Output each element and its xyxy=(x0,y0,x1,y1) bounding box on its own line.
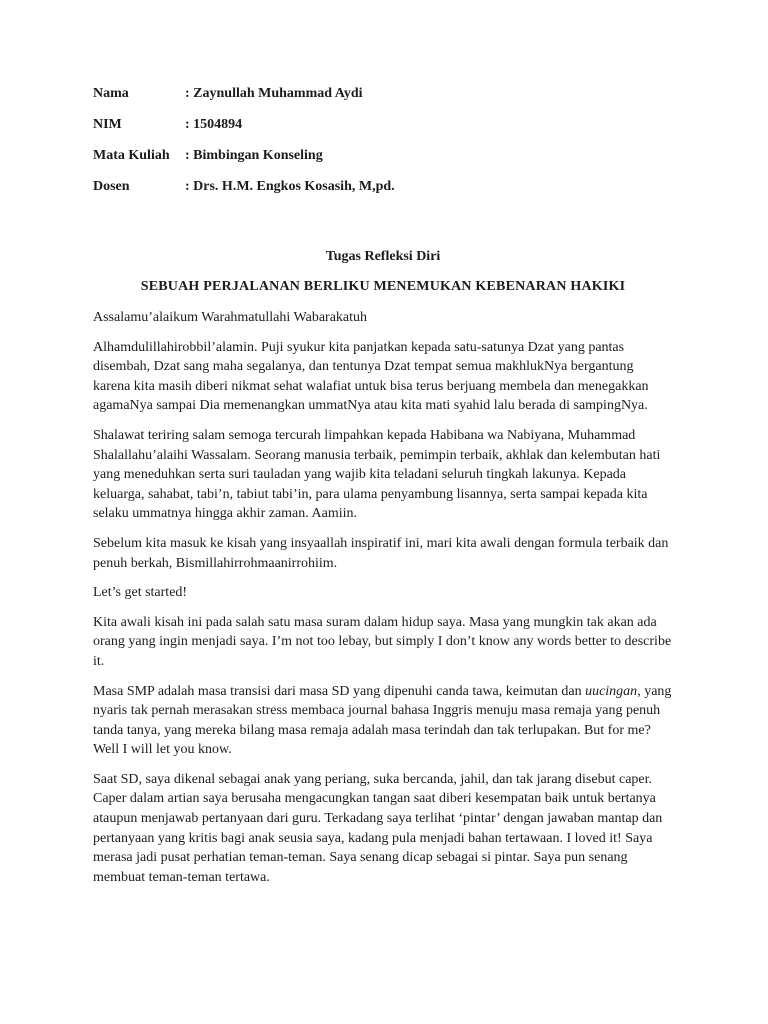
greeting-paragraph: Assalamu’alaikum Warahmatullahi Wabarakatuh xyxy=(93,310,368,325)
paragraph-6-text-b: , yang nyaris tak pernah merasakan stress membaca journal bahasa Inggris menuju masa remaja yang penuh tanda tanya, yang mereka bilang masa remaja adalah masa terindah dan tak terlupakan. But for me? Well I will let you know. xyxy=(93,683,672,758)
student-info-row xyxy=(93,117,395,148)
student-info-row xyxy=(93,148,395,179)
lecturer-value: : Drs. H.M. Engkos Kosasih, M,pd. xyxy=(185,179,395,194)
body-paragraph-2: Shalawat teriring salam semoga tercurah limpahkan kepada Habibana wa Nabiyana, Muhammad Shalallahu’alaihi Wassalam. Seorang manusia terbaik, pemimpin terbaik, akhlak dan kelembutan hati yang meneduhkan serta suri tauladan yang wajib kita teladani seluruh tingkah lakunya. Kepada keluarga, sahabat, tabi’n, tabiut tabi’in, para ulama penyambung lisannya, serta sampai kepada kita selaku ummatnya hingga akhir zaman. Aamiin. xyxy=(93,427,661,522)
document-page xyxy=(93,86,673,897)
name-value: : Zaynullah Muhammad Aydi xyxy=(185,86,363,101)
italic-word: uucingan xyxy=(585,683,638,699)
nim-value: : 1504894 xyxy=(185,117,243,132)
body-paragraph-1: Alhamdulillahirobbil’alamin. Puji syukur kita panjatkan kepada satu-satunya Dzat yang pantas disembah, Dzat sang maha segalanya, dan tentunya Dzat tempat semua makhlukNya bergantung karena kita masih diberi nikmat sehat walafiat untuk bisa terus berjuang membela dan menegakkan agamaNya sampai Dia memenangkan ummatNya atau kita mati syahid lalu berada di sampingNya. xyxy=(93,339,649,414)
body-paragraph-5: Kita awali kisah ini pada salah satu masa suram dalam hidup saya. Masa yang mungkin tak akan ada orang yang ingin menjadi saya. I’m not too lebay, but simply I don’t know any words better to describe it. xyxy=(93,614,672,669)
paragraph-6-text-a: Masa SMP adalah masa transisi dari masa SD yang dipenuhi canda tawa, keimutan dan xyxy=(93,683,586,699)
document-title: Tugas Refleksi Diri xyxy=(325,249,441,264)
body-paragraph-7: Saat SD, saya dikenal sebagai anak yang periang, suka bercanda, jahil, dan tak jarang disebut caper. Caper dalam artian saya berusaha mengacungkan tangan saat diberi kesempatan baik untuk bertanya ataupun menjawab pertanyaan dari guru. Terkadang saya terlihat ‘pintar’ dengan jawaban mantap dan pertanyaan yang kritis bagi anak seusia saya, kadang pula menjadi bahan tertawaan. I loved it! Saya merasa jadi pusat perhatian teman-teman. Saya senang dicap sebagai si pintar. Saya pun senang membuat teman-teman tertawa. xyxy=(93,771,663,885)
name-label: Nama xyxy=(93,86,129,101)
student-info-table xyxy=(93,86,395,210)
student-info-row xyxy=(93,179,395,210)
course-label: Mata Kuliah xyxy=(93,148,170,163)
course-value: : Bimbingan Konseling xyxy=(185,148,323,163)
lecturer-label: Dosen xyxy=(93,179,130,194)
student-info-row xyxy=(93,86,395,117)
body-paragraph-3: Sebelum kita masuk ke kisah yang insyaallah inspiratif ini, mari kita awali dengan formula terbaik dan penuh berkah, Bismillahirrohmaanirrohiim. xyxy=(93,535,669,571)
nim-label: NIM xyxy=(93,117,122,132)
document-subtitle: SEBUAH PERJALANAN BERLIKU MENEMUKAN KEBENARAN HAKIKI xyxy=(140,279,626,294)
body-paragraph-6 xyxy=(93,682,673,760)
body-paragraph-4: Let’s get started! xyxy=(93,585,188,601)
